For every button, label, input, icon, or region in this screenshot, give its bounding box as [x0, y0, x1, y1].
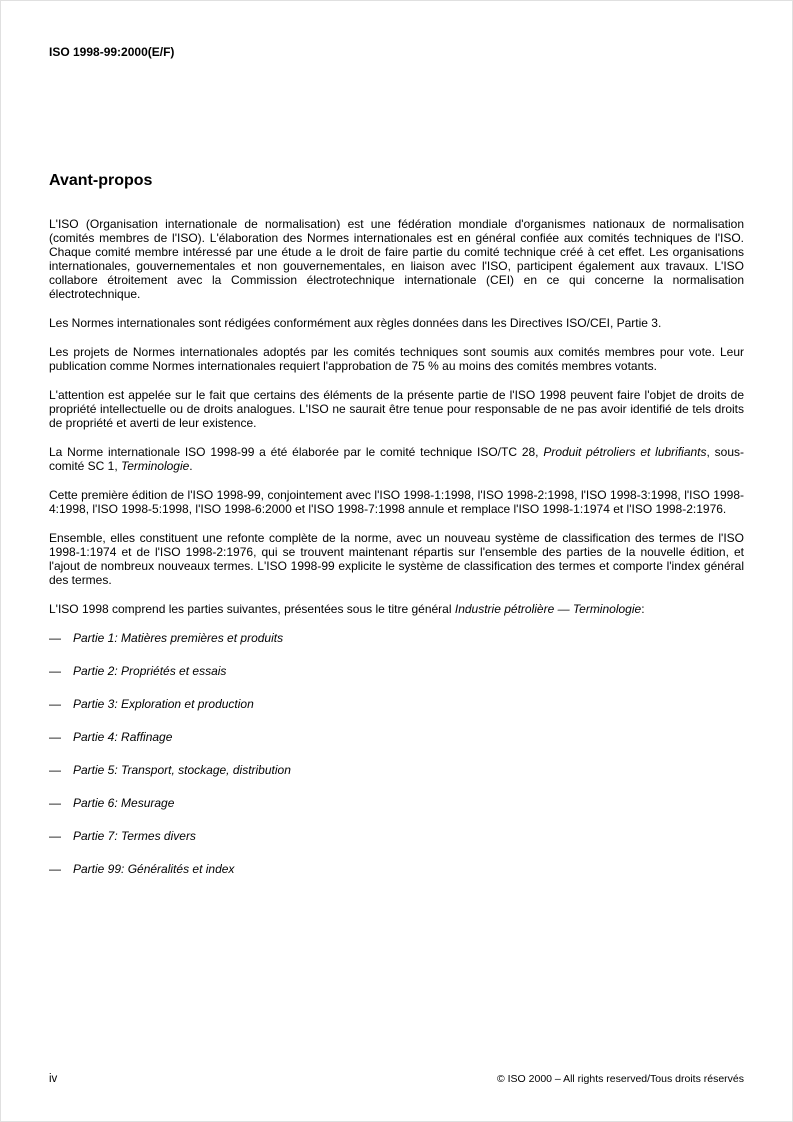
dash-icon: —	[49, 631, 61, 645]
paragraph-italic-text: Produit pétroliers et lubrifiants	[543, 445, 707, 459]
list-item	[49, 796, 744, 810]
paragraph	[49, 445, 744, 473]
paragraph	[49, 531, 744, 587]
document-id: ISO 1998-99:2000(E/F)	[49, 45, 175, 59]
paragraph	[49, 488, 744, 516]
paragraph-text: L'ISO (Organisation internationale de normalisation) est une fédération mondiale d'organismes nationaux de normalisation (comités membres de l'ISO). L'élaboration des Normes internationales est en général confiée aux comités techniques de l'ISO. Chaque comité membre intéressé par une étude a le droit de faire partie du comité technique créé à cet effet. Les organisations internationales, gouvernementales et non gouvernementales, en liaison avec l'ISO, participent également aux travaux. L'ISO collabore étroitement avec la Commission électrotechnique internationale (CEI) en ce qui concerne la normalisation électrotechnique.	[49, 217, 744, 301]
paragraph-text: :	[641, 602, 645, 616]
dash-icon: —	[49, 796, 61, 810]
paragraph	[49, 316, 744, 330]
paragraph-italic-text: Industrie pétrolière — Terminologie	[454, 602, 642, 616]
dash-icon: —	[49, 763, 61, 777]
paragraph-text: La Norme internationale ISO 1998-99 a été élaborée par le comité technique ISO/TC 28,	[49, 445, 544, 459]
list-item	[49, 829, 744, 843]
dash-icon: —	[49, 664, 61, 678]
document-footer	[49, 1073, 744, 1085]
document-header	[49, 45, 744, 59]
list-item-label: Partie 3: Exploration et production	[73, 697, 254, 711]
paragraph-italic-text: Terminologie	[121, 459, 190, 473]
list-item-label: Partie 2: Propriétés et essais	[73, 664, 227, 678]
page-number: iv	[49, 1073, 58, 1085]
paragraph-text: , sous-comité SC 1,	[49, 445, 745, 473]
list-item	[49, 730, 744, 744]
list-item	[49, 862, 744, 876]
paragraph	[49, 345, 744, 373]
paragraph-text: Cette première édition de l'ISO 1998-99, conjointement avec l'ISO 1998-1:1998, l'ISO 1998-2:1998, l'ISO 1998-3:1998, l'ISO 1998-4:1998, l'ISO 1998-5:1998, l'ISO 1998-6:2000 et l'ISO 1998-7:1998 annule et remplace l'ISO 1998-1:1974 et l'ISO 1998-2:1976.	[49, 488, 744, 516]
copyright-notice: © ISO 2000 – All rights reserved/Tous droits réservés	[496, 1073, 744, 1085]
dash-icon: —	[49, 730, 61, 744]
dash-icon: —	[49, 862, 61, 876]
dash-icon: —	[49, 829, 61, 843]
section-title: Avant-propos	[49, 172, 153, 189]
paragraph-text: L'ISO 1998 comprend les parties suivantes, présentées sous le titre général	[49, 602, 455, 616]
paragraphs-container	[49, 217, 744, 616]
dash-icon: —	[49, 697, 61, 711]
paragraph	[49, 602, 744, 616]
list-item	[49, 664, 744, 678]
paragraph-text: Les projets de Normes internationales adoptés par les comités techniques sont soumis aux comités membres pour vote. Leur publication comme Normes internationales requiert l'approbation de 75 % au moins des comités membres votants.	[49, 345, 744, 373]
document-body	[49, 171, 744, 895]
paragraph	[49, 217, 744, 301]
paragraph-text: Les Normes internationales sont rédigées conformément aux règles données dans les Directives ISO/CEI, Partie 3.	[49, 316, 662, 330]
list-item	[49, 697, 744, 711]
list-item-label: Partie 99: Généralités et index	[73, 862, 235, 876]
list-item	[49, 763, 744, 777]
list-item-label: Partie 6: Mesurage	[73, 796, 175, 810]
paragraph	[49, 388, 744, 430]
paragraph-text: Ensemble, elles constituent une refonte complète de la norme, avec un nouveau système de classification des termes de l'ISO 1998-1:1974 et de l'ISO 1998-2:1976, qui se trouvent maintenant répartis sur l'ensemble des parties de la nouvelle édition, et l'ajout de nombreux nouveaux termes. L'ISO 1998-99 explicite le système de classification des termes et comporte l'index général des termes.	[49, 531, 744, 587]
list-item-label: Partie 1: Matières premières et produits	[73, 631, 284, 645]
parts-list	[49, 631, 744, 876]
list-item-label: Partie 5: Transport, stockage, distribution	[73, 763, 291, 777]
list-item-label: Partie 7: Termes divers	[73, 829, 196, 843]
list-item-label: Partie 4: Raffinage	[73, 730, 173, 744]
list-item	[49, 631, 744, 645]
paragraph-text: L'attention est appelée sur le fait que certains des éléments de la présente partie de l'ISO 1998 peuvent faire l'objet de droits de propriété intellectuelle ou de droits analogues. L'ISO ne saurait être tenue pour responsable de ne pas avoir identifié de tels droits de propriété et averti de leur existence.	[49, 388, 744, 430]
paragraph-text: .	[189, 459, 193, 473]
